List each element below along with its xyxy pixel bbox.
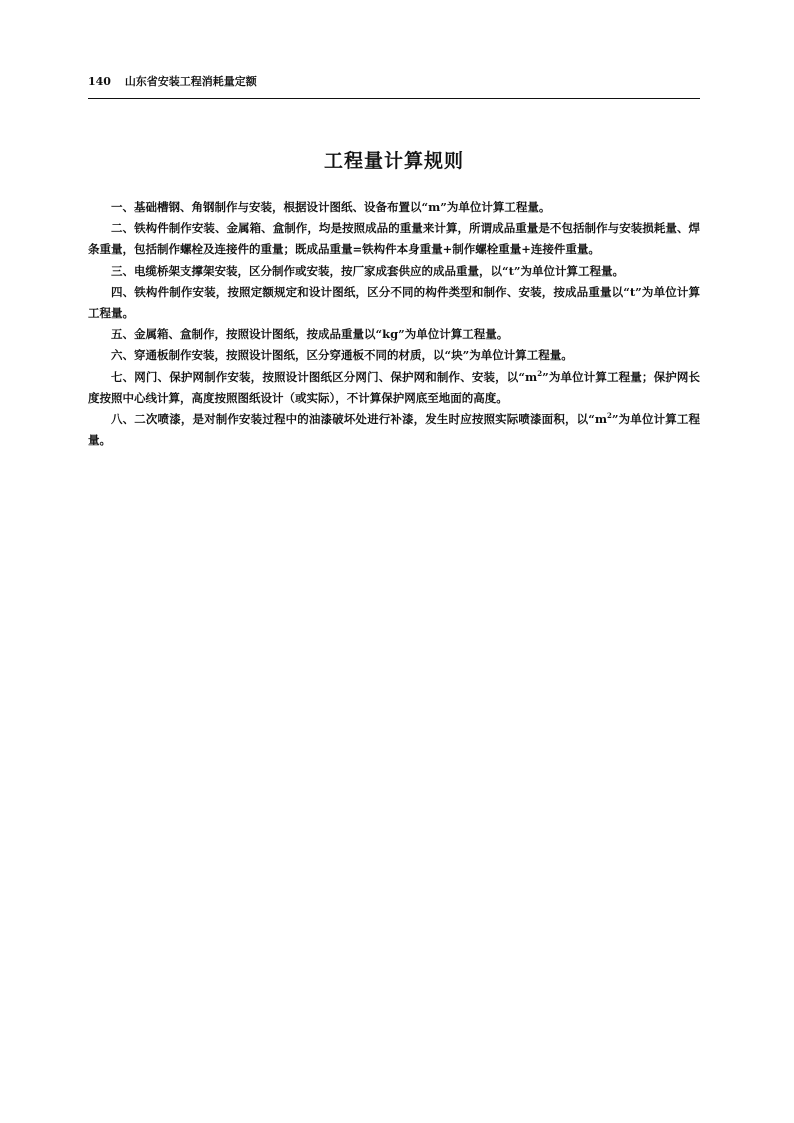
paragraph-3: 三、电缆桥架支撑架安装，区分制作或安装，按厂家成套供应的成品重量，以“t”为单位计算工程量。 <box>111 263 625 278</box>
paragraph-2: 二、铁构件制作安装、金属箱、盒制作，均是按照成品的重量来计算，所谓成品重量是不包括制作与安装损耗量、焊条重量，包括制作螺栓及连接件的重量；既成品重量=铁构件本身重量+制作螺栓重量+连接件重量。 <box>88 221 700 257</box>
paragraph-7-after: ”为单位计算工程量；保护网长度按照中心线计算，高度按照图纸设计（或实际），不计算保护网底至地面的高度。 <box>88 369 700 405</box>
superscript-2: 2 <box>607 411 612 421</box>
paragraph-8-after: ”为单位计算工程量。 <box>88 412 701 448</box>
paragraph-5: 五、金属箱、盒制作，按照设计图纸，按成品重量以“kg”为单位计算工程量。 <box>111 327 509 342</box>
paragraph-6: 六、穿通板制作安装，按照设计图纸，区分穿通板不同的材质，以“块”为单位计算工程量。 <box>111 348 573 363</box>
paragraph-7-before: 七、网门、保护网制作安装，按照设计图纸区分网门、保护网和制作、安装，以“m <box>111 369 538 384</box>
paragraph-1: 一、基础槽钢、角钢制作与安装，根据设计图纸、设备布置以“m”为单位计算工程量。 <box>111 200 551 214</box>
paragraph-4: 四、铁构件制作安装，按照定额规定和设计图纸，区分不同的构件类型和制作、安装，按成品重量以“t”为单位计算工程量。 <box>88 284 700 321</box>
superscript-2: 2 <box>537 368 543 378</box>
header-rule <box>88 98 700 99</box>
paragraph-8-before: 八、二次喷漆，是对制作安装过程中的油漆破坏处进行补漆，发生时应按照实际喷漆面积，以“m <box>111 412 608 427</box>
page-title: 工程量计算规则 <box>323 150 464 172</box>
book-title: 山东省安装工程消耗量定额 <box>124 75 257 88</box>
paragraph-7 <box>88 367 700 409</box>
document-body <box>88 197 700 451</box>
running-header <box>88 72 700 92</box>
paragraph-8 <box>88 409 700 451</box>
page-number: 140 <box>88 75 111 88</box>
